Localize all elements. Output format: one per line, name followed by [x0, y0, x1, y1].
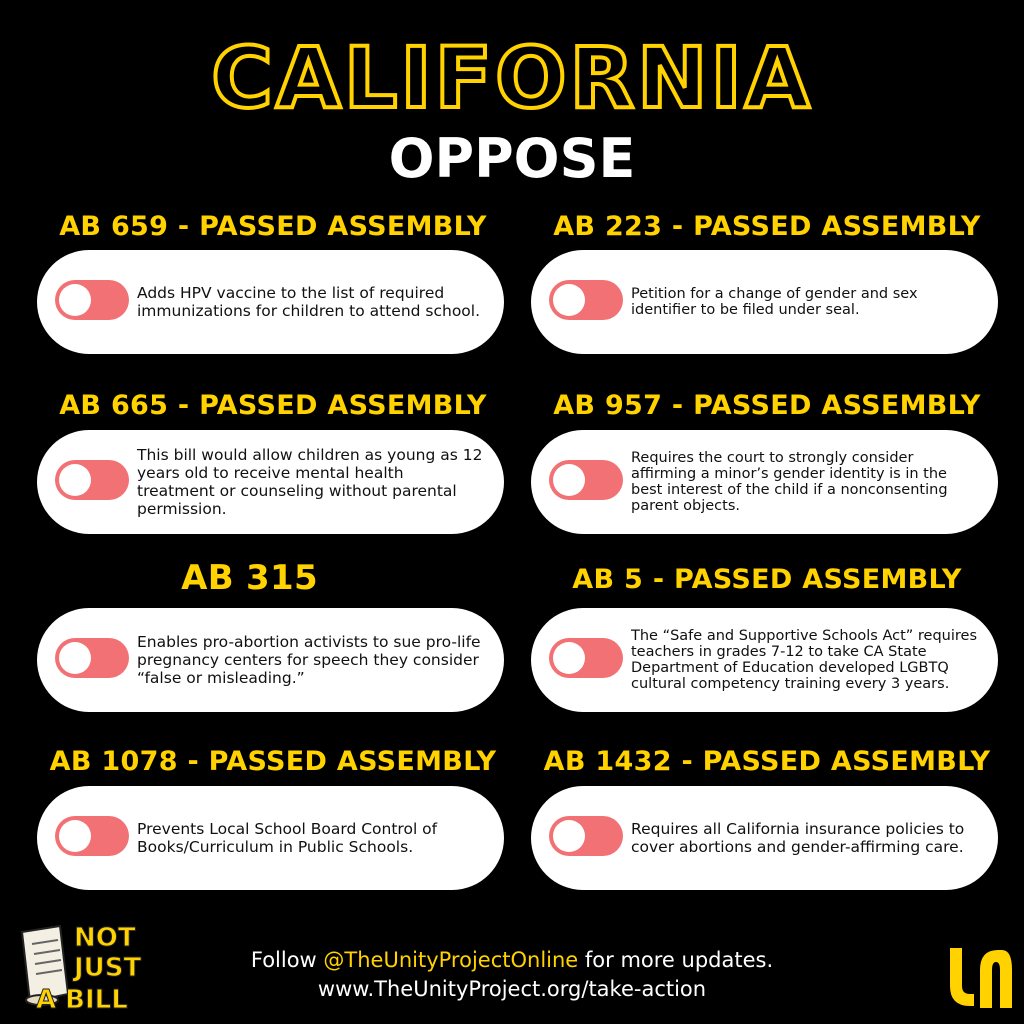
bill-title: AB 659 - PASSED ASSEMBLY	[59, 211, 487, 242]
toggle-knob	[59, 642, 91, 674]
not-just-a-bill-logo	[12, 920, 172, 1012]
bill-description: Requires the court to strongly consider affirming a minor’s gender identity is in the best interest of the child if a nonconsenting parent objects.	[631, 450, 948, 514]
toggle-switch[interactable]	[55, 816, 129, 856]
bill-description: This bill would allow children as young as 12 years old to receive mental health treatment or counseling without parental permission.	[137, 446, 483, 518]
logo-word-just: JUST	[74, 953, 142, 983]
toggle-knob	[553, 642, 585, 674]
toggle-switch[interactable]	[55, 638, 129, 678]
toggle-knob	[59, 464, 91, 496]
toggle-switch[interactable]	[549, 280, 623, 320]
bill-description: Enables pro-abortion activists to sue pro-life pregnancy centers for speech they consider “false or misleading.”	[137, 633, 481, 687]
social-handle-link[interactable]: @TheUnityProjectOnline	[323, 948, 579, 972]
bill-title: AB 223 - PASSED ASSEMBLY	[553, 211, 981, 242]
bill-description: Adds HPV vaccine to the list of required immunizations for children to attend school.	[137, 284, 481, 320]
unity-project-logo	[940, 942, 1014, 1012]
bill-card	[531, 608, 998, 712]
toggle-knob	[553, 820, 585, 852]
toggle-switch[interactable]	[55, 460, 129, 500]
toggle-switch[interactable]	[549, 816, 623, 856]
toggle-knob	[59, 284, 91, 316]
toggle-knob	[553, 284, 585, 316]
bill-title: AB 315	[181, 558, 318, 598]
bill-title: AB 665 - PASSED ASSEMBLY	[59, 390, 487, 421]
bill-title: AB 5 - PASSED ASSEMBLY	[572, 564, 962, 595]
toggle-switch[interactable]	[549, 460, 623, 500]
footer-follow-text	[210, 950, 814, 971]
bill-description: Requires all California insurance policies to cover abortions and gender-affirming care.	[631, 820, 965, 856]
bill-description: Petition for a change of gender and sex identifier to be filed under seal.	[631, 286, 918, 318]
bill-card	[531, 430, 998, 534]
website-link[interactable]: www.TheUnityProject.org/take-action	[317, 977, 707, 1001]
bill-description: Prevents Local School Board Control of Books/Curriculum in Public Schools.	[137, 820, 438, 856]
bill-title: AB 1432 - PASSED ASSEMBLY	[543, 746, 991, 777]
follow-prefix: Follow	[250, 948, 324, 972]
toggle-knob	[553, 464, 585, 496]
bill-title: AB 1078 - PASSED ASSEMBLY	[49, 746, 497, 777]
toggle-knob	[59, 820, 91, 852]
page-subtitle: OPPOSE	[388, 127, 636, 190]
bill-card	[531, 786, 998, 890]
bill-card	[531, 250, 998, 354]
logo-word-not: NOT	[74, 923, 136, 953]
bill-title: AB 957 - PASSED ASSEMBLY	[553, 390, 981, 421]
bill-card	[37, 786, 504, 890]
bill-card	[37, 430, 504, 534]
page-title: CALIFORNIA	[211, 29, 813, 127]
bill-card	[37, 250, 504, 354]
follow-suffix: for more updates.	[578, 948, 774, 972]
toggle-switch[interactable]	[55, 280, 129, 320]
logo-word-abill: A BILL	[36, 985, 128, 1012]
toggle-switch[interactable]	[549, 638, 623, 678]
bill-description: The “Safe and Supportive Schools Act” requires teachers in grades 7-12 to take CA State Department of Education developed LGBTQ cultural competency training every 3 years.	[631, 628, 978, 692]
bill-card	[37, 608, 504, 712]
